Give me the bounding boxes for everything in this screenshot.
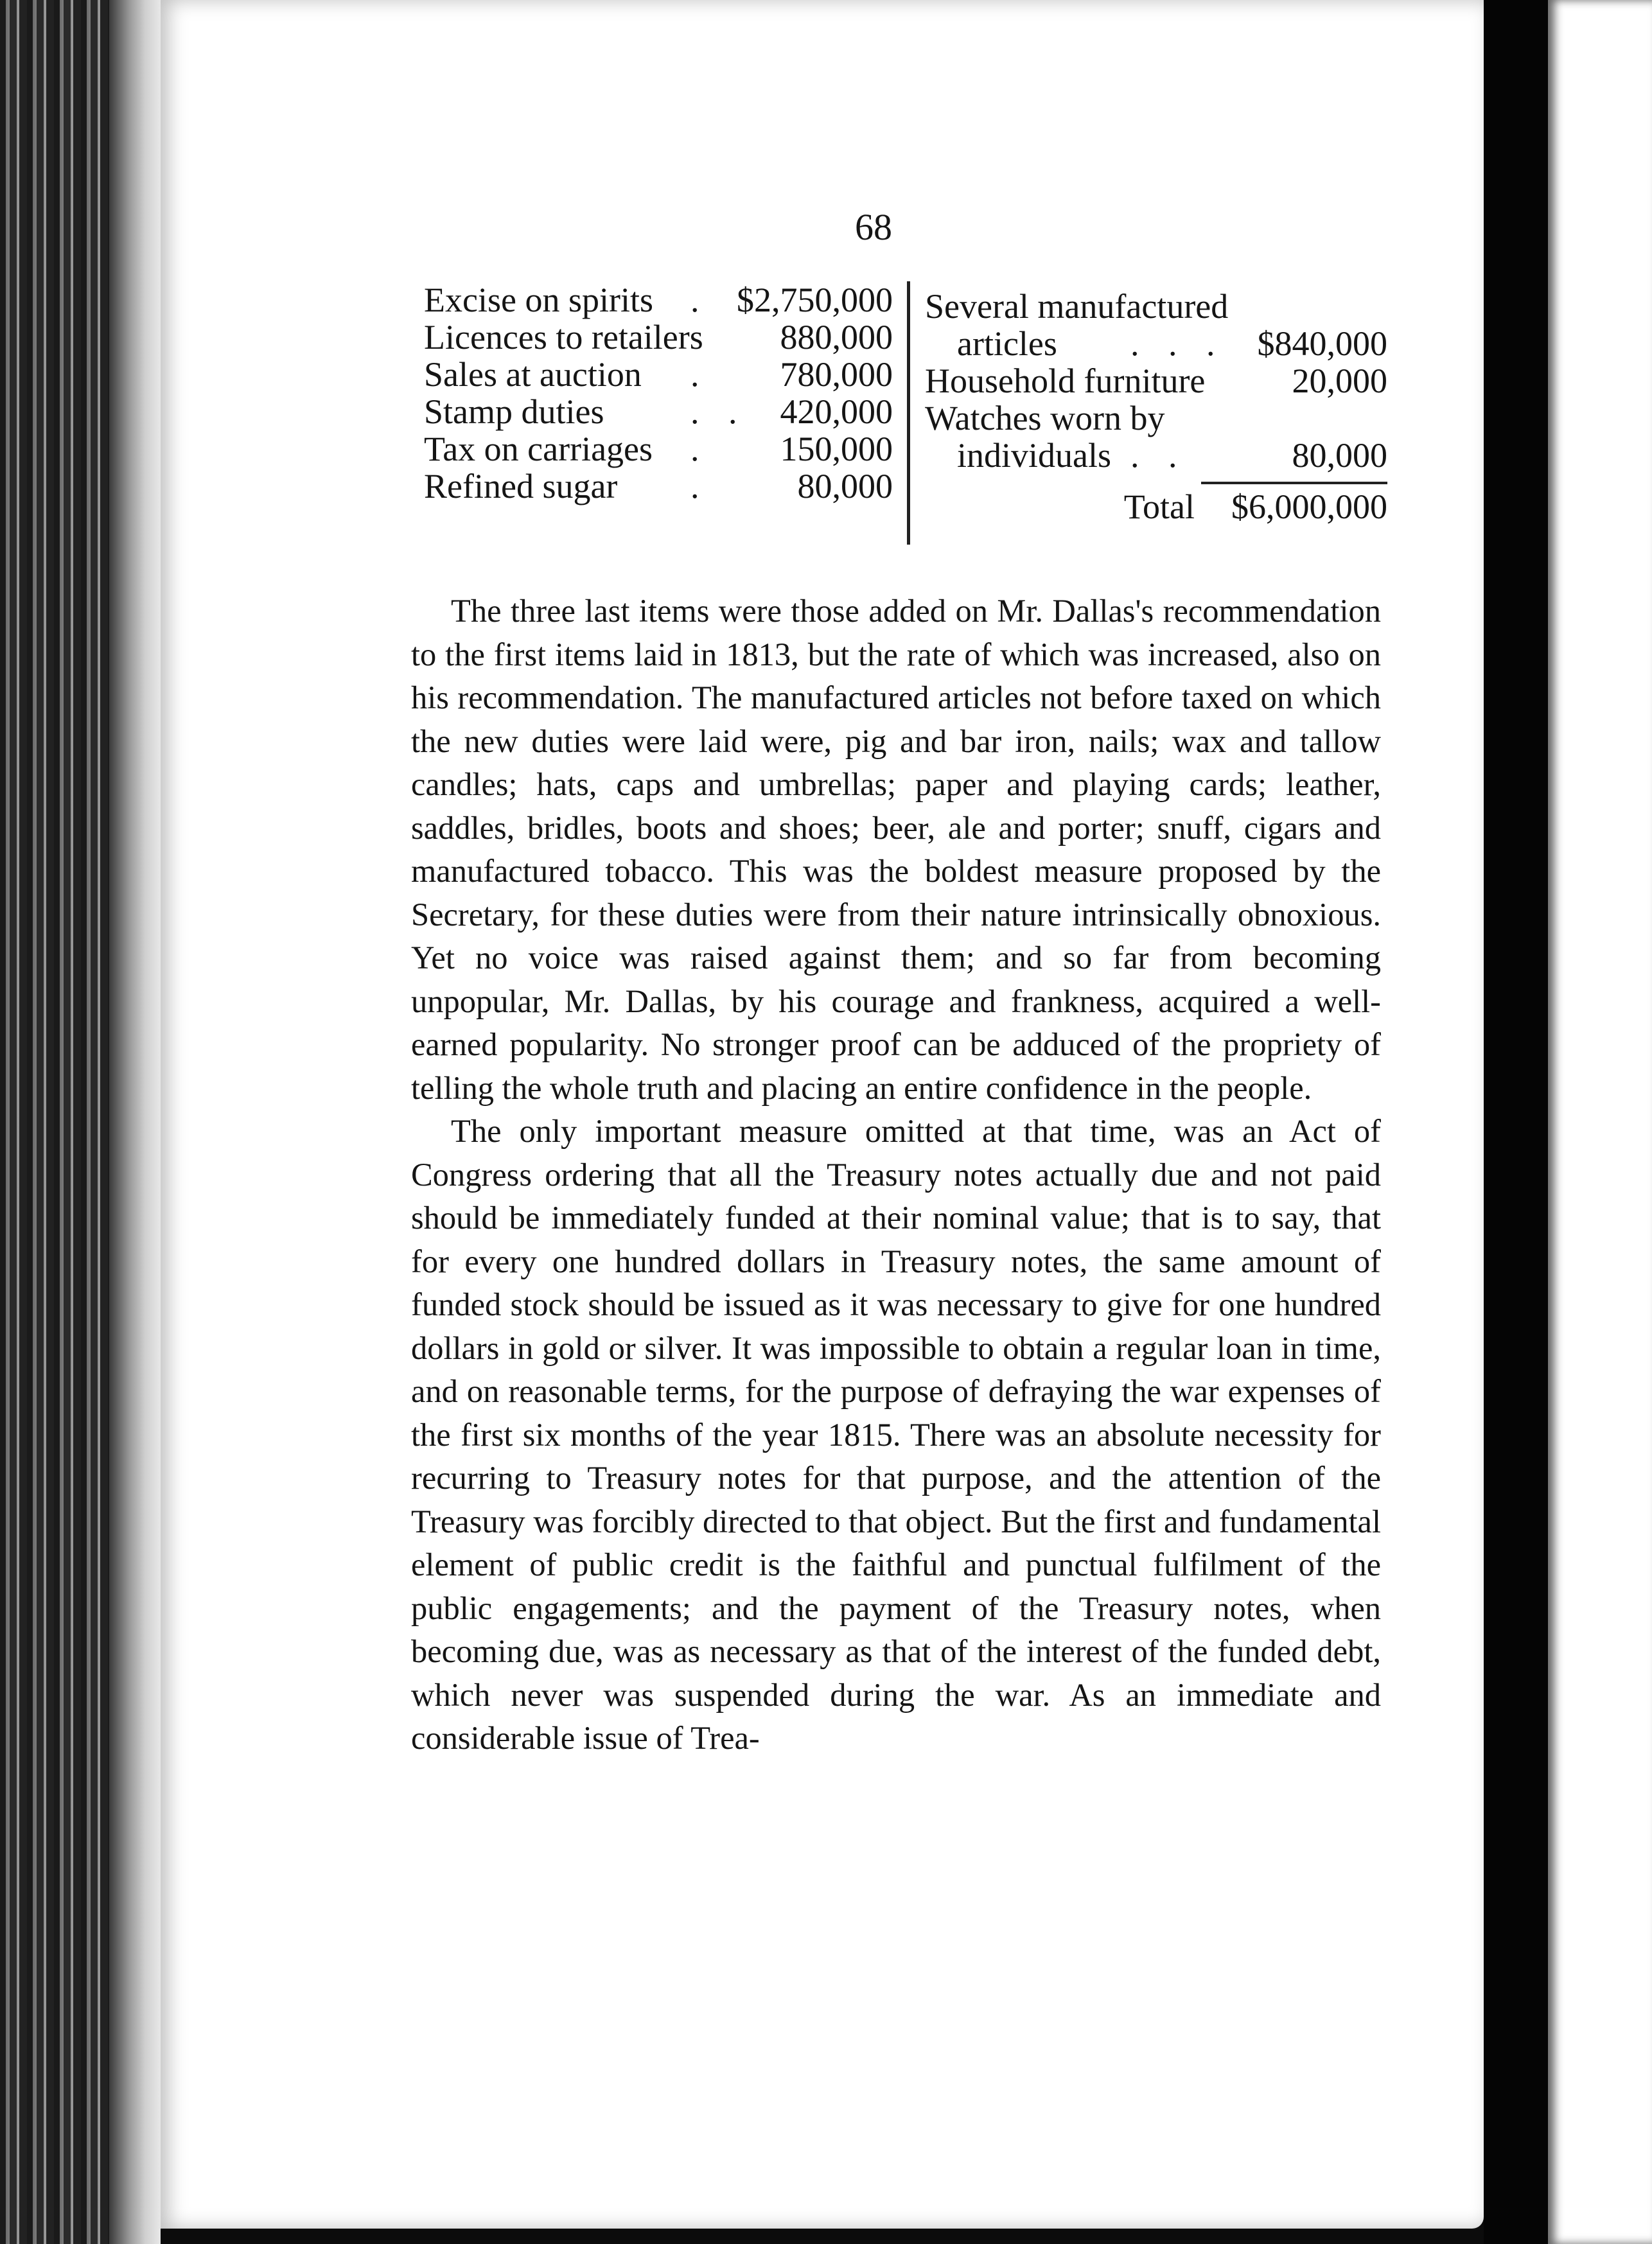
item-amount: 420,000: [780, 392, 893, 431]
leader-dots: .: [690, 281, 710, 319]
revenue-table-right-column: [925, 288, 1387, 528]
leader-dots: . .: [690, 392, 748, 431]
item-label: Household furniture: [925, 362, 1206, 400]
item-amount: 780,000: [780, 355, 893, 394]
item-amount: 150,000: [780, 430, 893, 468]
leader-dots: .: [690, 430, 710, 468]
table-row: [424, 393, 893, 430]
item-amount: 80,000: [1292, 436, 1387, 475]
body-text: [411, 590, 1381, 1760]
table-row: [424, 430, 893, 468]
page-edge-shadow: [109, 0, 161, 2244]
leader-dots: .: [690, 355, 710, 394]
gutter-gap: [1484, 0, 1548, 2244]
total-amount: $6,000,000: [1231, 487, 1387, 526]
item-amount: 880,000: [780, 318, 893, 356]
item-amount: 20,000: [1292, 362, 1387, 400]
table-row: [925, 437, 1387, 474]
item-label: Excise on spirits: [424, 281, 653, 319]
total-rule: [925, 474, 1387, 488]
total-label: Total: [1123, 487, 1195, 526]
item-label: Refined sugar: [424, 467, 618, 505]
item-label: individuals: [957, 436, 1111, 475]
leader-dots: . . .: [1130, 324, 1226, 363]
table-row: [424, 319, 893, 356]
adjacent-page-edge: [1548, 0, 1652, 2244]
paragraph: The only important measure omitted at that time, was an Act of Congress ordering that all the Treasury notes actually due and not paid should be immediately funded at their nominal value; that is to say, that for every one hundred dollars in Treasury notes, the same amount of funded stock should be issued as it was necessary to give for one hundred dollars in gold or silver. It was impossible to obtain a regular loan in time, and on reasonable terms, for the purpose of defraying the war expenses of the first six months of the year 1815. There was an absolute necessity for recurring to Treasury notes for that purpose, and the attention of the Treasury was forcibly directed to that object. But the first and fundamental element of public credit is the faithful and punctual fulfilment of the public engagements; and the payment of the Treasury notes, when becoming due, was as necessary as that of the interest of the funded debt, which never was suspended during the war. As an immediate and considerable issue of Trea-: [411, 1113, 1381, 1756]
page-number: 68: [855, 206, 892, 248]
item-label: Tax on carriages: [424, 430, 653, 468]
item-label: articles: [957, 324, 1057, 363]
revenue-table-left-column: [424, 281, 893, 505]
item-label: Stamp duties: [424, 392, 604, 431]
table-row: [424, 281, 893, 319]
table-row: [925, 362, 1387, 399]
item-amount: 80,000: [797, 467, 893, 505]
item-label: Several manufactured: [925, 287, 1229, 326]
leader-dots: .: [690, 467, 710, 505]
item-amount: $2,750,000: [737, 281, 893, 319]
table-row: [424, 356, 893, 393]
item-label: Sales at auction: [424, 355, 642, 394]
item-label: Watches worn by: [925, 399, 1165, 437]
revenue-table: [424, 281, 1387, 551]
table-row: [925, 399, 1387, 437]
table-row: [925, 288, 1387, 325]
paragraph: The three last items were those added on Mr. Dallas's recommendation to the first items laid in 1813, but the rate of which was increased, also on his recommendation. The manufactured articles not before taxed on which the new duties were laid were, pig and bar iron, nails; wax and tallow candles; hats, caps and umbrellas; paper and playing cards; leather, saddles, bridles, boots and shoes; beer, ale and porter; snuff, cigars and manufactured tobacco. This was the boldest measure proposed by the Secretary, for these duties were from their nature intrinsically obnoxious. Yet no voice was raised against them; and so far from becoming unpopular, Mr. Dallas, by his courage and frankness, acquired a well-earned popularity. No stronger proof can be adduced of the propriety of telling the whole truth and placing an entire confidence in the people.: [411, 593, 1381, 1106]
leader-dots: . .: [1130, 436, 1188, 475]
column-divider: [907, 281, 910, 545]
item-label: Licences to retailers: [424, 318, 703, 356]
table-row: [424, 468, 893, 505]
table-row: [925, 325, 1387, 362]
item-amount: $840,000: [1257, 324, 1387, 363]
total-row: [925, 488, 1387, 528]
